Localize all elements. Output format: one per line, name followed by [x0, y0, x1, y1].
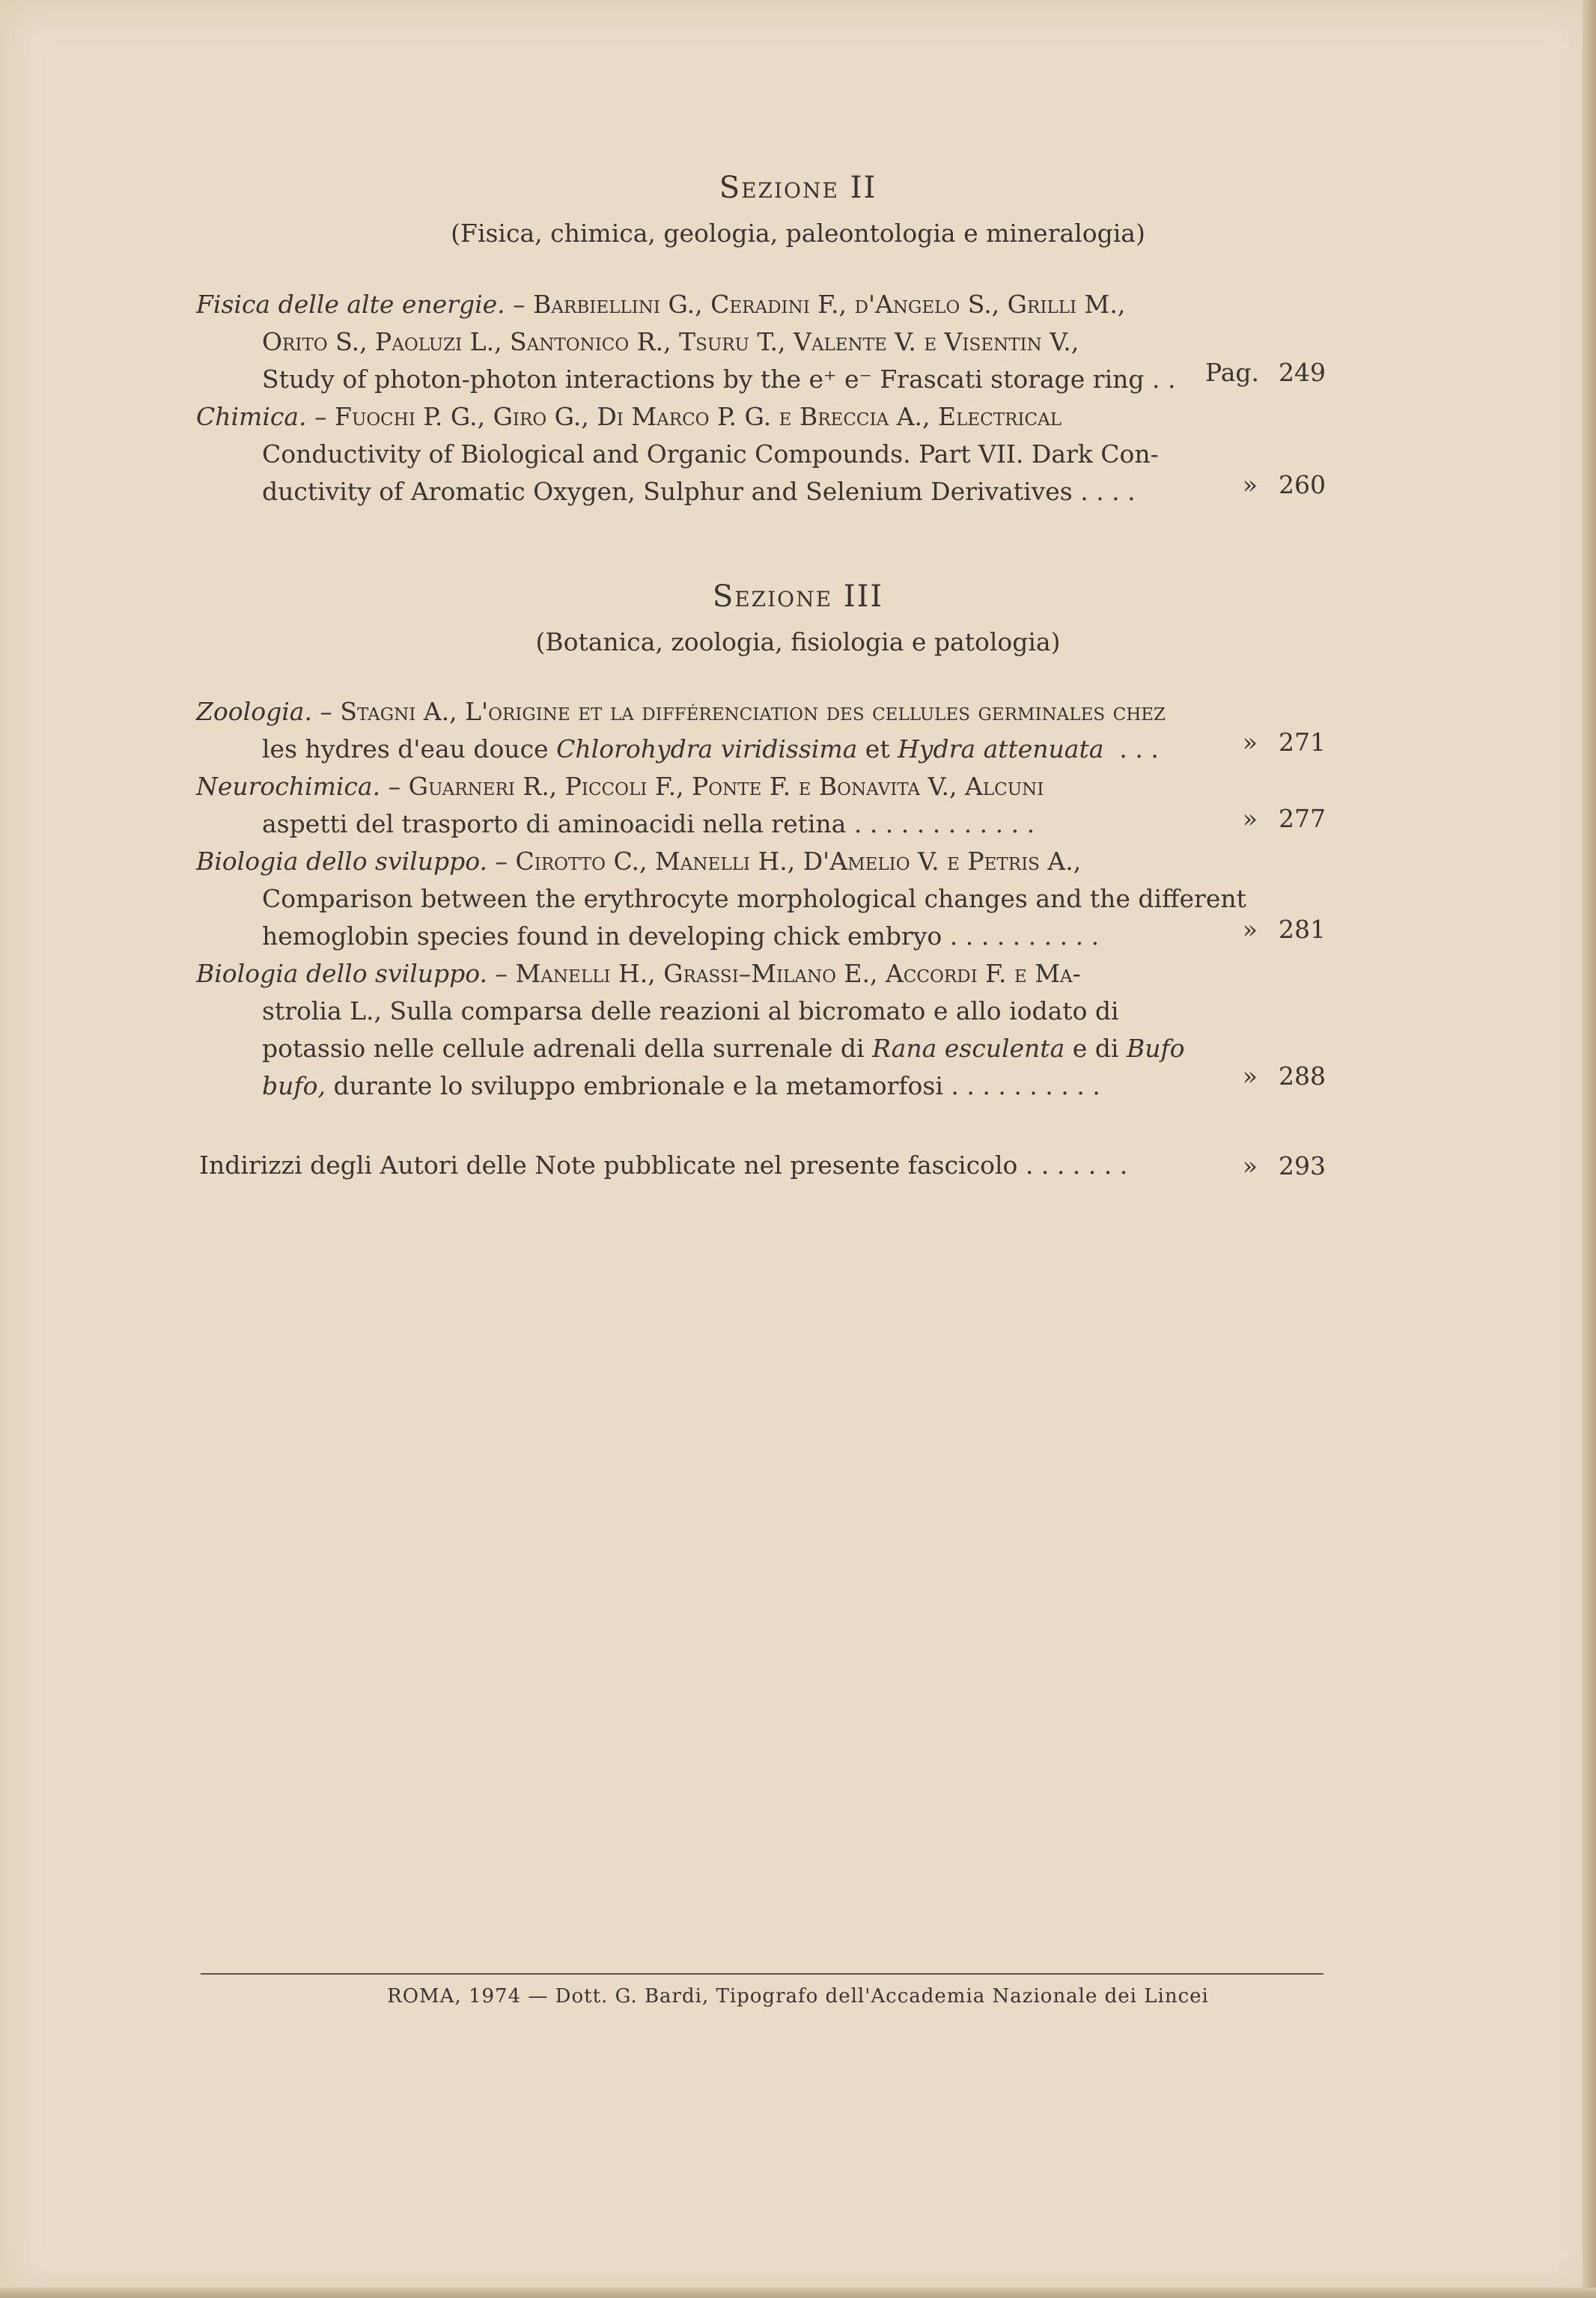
entry-line — [196, 436, 1319, 473]
imprint-rule — [201, 1973, 1324, 1975]
entry-title: potassio nelle cellule adrenali della surrenale di — [262, 1034, 865, 1063]
page-label: » — [1242, 1061, 1258, 1091]
section-heading: Sezione II — [719, 171, 877, 205]
entry-page — [1205, 1061, 1325, 1091]
page-number: 249 — [1279, 358, 1326, 387]
entry-category: Neurochimica. — [196, 772, 381, 801]
entry-line: Biologia dello sviluppo. – Cirotto C., Manelli H., D'Amelio V. e Petris A., — [196, 843, 1319, 880]
entry-authors: Fuochi P. G., Giro G., Di Marco P. G. e Breccia A., Electrical — [335, 402, 1062, 431]
entry-title: hemoglobin species found in developing chick embryo . . . . . . . . . . — [262, 921, 1100, 951]
entry-title: Study of photon-photon interactions by the e⁺ e⁻ Frascati storage ring . . — [262, 365, 1176, 394]
page-label: » — [1242, 470, 1258, 499]
entry-line — [196, 1067, 1319, 1105]
entry-page — [1205, 358, 1325, 387]
entry-authors: Cirotto C., Manelli H., D'Amelio V. e Petris A., — [515, 847, 1082, 876]
entry-title: e di — [1072, 1034, 1119, 1063]
entry-line: Fisica delle alte energie. – Barbiellini G., Ceradini F., d'Angelo S., Grilli M., — [196, 286, 1319, 323]
page-label: » — [1242, 1151, 1258, 1180]
toc-entry — [196, 843, 1319, 955]
entry-line: Zoologia. – Stagni A., L'origine et la différenciation des cellules germinales chez — [196, 693, 1319, 731]
paper-edge-bottom — [0, 2288, 1596, 2298]
entry-line — [196, 731, 1319, 768]
page-number: 288 — [1279, 1061, 1326, 1091]
entry-category: Chimica. — [196, 402, 307, 431]
entry-authors: Stagni A., L'origine et la différenciation des cellules germinales chez — [340, 697, 1166, 726]
section-subtitle: (Botanica, zoologia, fisiologia e patologia) — [535, 627, 1061, 656]
section-subtitle: (Fisica, chimica, geologia, paleontologia e mineralogia) — [451, 219, 1145, 248]
page-label: » — [1242, 728, 1258, 757]
entry-title: les hydres d'eau douce — [262, 734, 549, 764]
toc-entry — [196, 768, 1319, 843]
toc-entry — [196, 955, 1319, 1105]
entry-title: ductivity of Aromatic Oxygen, Sulphur and Selenium Derivatives . . . . — [262, 477, 1136, 506]
entry-title-species: bufo, — [262, 1071, 326, 1100]
entry-title: Comparison between the erythrocyte morphological changes and the different — [262, 884, 1246, 913]
entry-title: et — [865, 734, 890, 764]
entry-authors: Manelli H., Grassi–Milano E., Accordi F. e Ma- — [515, 959, 1081, 988]
entry-line: Chimica. – Fuochi P. G., Giro G., Di Marco P. G. e Breccia A., Electrical — [196, 398, 1319, 436]
entry-page — [1205, 728, 1325, 757]
page-label: » — [1242, 804, 1258, 833]
entry-page — [1205, 915, 1325, 944]
entry-line: Neurochimica. – Guarneri R., Piccoli F., Ponte F. e Bonavita V., Alcuni — [196, 768, 1319, 805]
toc-entry — [196, 398, 1319, 511]
page-number: 260 — [1279, 470, 1326, 499]
imprint: ROMA, 1974 — Dott. G. Bardi, Tipografo dell'Accademia Nazionale dei Lincei — [387, 1985, 1209, 2008]
page-number: 281 — [1279, 915, 1326, 944]
entry-authors: Orito S., Paoluzi L., Santonico R., Tsuru T., Valente V. e Visentin V., — [262, 327, 1079, 356]
toc-entry — [196, 286, 1319, 398]
entry-page — [1205, 1151, 1325, 1180]
entry-title-species: Bufo — [1126, 1034, 1185, 1063]
entry-line — [196, 880, 1319, 918]
entry-line — [196, 993, 1319, 1030]
entry-authors: Barbiellini G., Ceradini F., d'Angelo S., Grilli M., — [533, 290, 1126, 319]
entry-authors: Guarneri R., Piccoli F., Ponte F. e Bonavita V., Alcuni — [408, 772, 1044, 801]
section-heading: Sezione III — [712, 579, 884, 614]
entry-line — [196, 361, 1319, 398]
entry-category: Biologia dello sviluppo. — [196, 959, 488, 988]
page-label: Pag. — [1205, 358, 1260, 387]
entry-category: Zoologia. — [196, 697, 312, 726]
entry-page — [1205, 470, 1325, 499]
page-number: 277 — [1279, 804, 1326, 833]
toc-entry-addresses — [199, 1147, 1322, 1184]
entry-title: aspetti del trasporto di aminoacidi nella retina . . . . . . . . . . . . — [262, 809, 1035, 838]
page-number: 293 — [1279, 1151, 1326, 1180]
paper-edge-right — [1583, 0, 1596, 2298]
entry-title: durante lo sviluppo embrionale e la metamorfosi . . . . . . . . . . — [333, 1071, 1100, 1100]
entry-title: strolia L., Sulla comparsa delle reazioni al bicromato e allo iodato di — [262, 996, 1119, 1025]
entry-line: Biologia dello sviluppo. – Manelli H., Grassi–Milano E., Accordi F. e Ma- — [196, 955, 1319, 993]
page-label: » — [1242, 915, 1258, 944]
entry-title-species: Chlorohydra viridissima — [556, 734, 858, 764]
entry-line — [196, 805, 1319, 843]
page-number: 271 — [1279, 728, 1326, 757]
leader-dots: . . . — [1119, 734, 1159, 764]
entry-title: Indirizzi degli Autori delle Note pubblicate nel presente fascicolo . . . . . . . — [199, 1150, 1128, 1180]
entry-page — [1205, 804, 1325, 833]
entry-title-species: Hydra attenuata — [898, 734, 1104, 764]
entry-title: Conductivity of Biological and Organic Compounds. Part VII. Dark Con- — [262, 439, 1159, 469]
entry-line — [199, 1147, 1322, 1184]
entry-title-species: Rana esculenta — [872, 1034, 1065, 1063]
entry-line — [196, 1030, 1319, 1067]
entry-line — [196, 918, 1319, 955]
entry-line — [196, 473, 1319, 511]
entry-category: Fisica delle alte energie. — [196, 290, 505, 319]
entry-category: Biologia dello sviluppo. — [196, 847, 488, 876]
entry-line — [196, 323, 1319, 361]
toc-entry — [196, 693, 1319, 768]
